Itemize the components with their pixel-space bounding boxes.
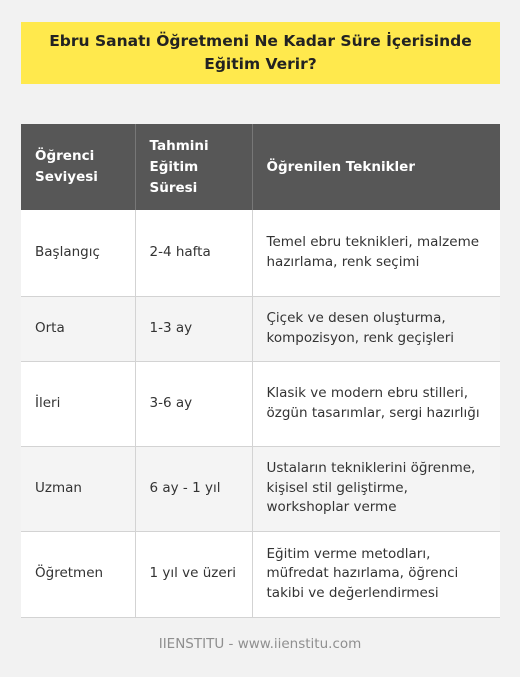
- training-duration-table: [21, 124, 500, 618]
- table-row: [21, 296, 500, 361]
- cell-techniques: Çiçek ve desen oluşturma, kompozisyon, renk geçişleri: [252, 296, 500, 361]
- title-banner: [21, 22, 500, 84]
- cell-level: Başlangıç: [21, 210, 135, 296]
- cell-techniques: Temel ebru teknikleri, malzeme hazırlama, renk seçimi: [252, 210, 500, 296]
- table-row: [21, 446, 500, 531]
- cell-duration: 1 yıl ve üzeri: [135, 531, 252, 617]
- header-estimated-duration: Tahmini Eğitim Süresi: [135, 124, 252, 210]
- header-learned-techniques: Öğrenilen Teknikler: [252, 124, 500, 210]
- cell-level: İleri: [21, 361, 135, 446]
- page-title: Ebru Sanatı Öğretmeni Ne Kadar Süre İçerisinde Eğitim Verir?: [49, 32, 472, 73]
- cell-level: Öğretmen: [21, 531, 135, 617]
- footer-credit: IIENSTITU - www.iienstitu.com: [158, 636, 362, 652]
- header-student-level: Öğrenci Seviyesi: [21, 124, 135, 210]
- cell-level: Orta: [21, 296, 135, 361]
- cell-level: Uzman: [21, 446, 135, 531]
- cell-duration: 3-6 ay: [135, 361, 252, 446]
- cell-techniques: Ustaların tekniklerini öğrenme, kişisel stil geliştirme, workshoplar verme: [252, 446, 500, 531]
- cell-techniques: Klasik ve modern ebru stilleri, özgün tasarımlar, sergi hazırlığı: [252, 361, 500, 446]
- cell-duration: 6 ay - 1 yıl: [135, 446, 252, 531]
- table-row: [21, 361, 500, 446]
- cell-techniques: Eğitim verme metodları, müfredat hazırlama, öğrenci takibi ve değerlendirmesi: [252, 531, 500, 617]
- table-header-row: [21, 124, 500, 210]
- table-row: [21, 531, 500, 617]
- table-row: [21, 210, 500, 296]
- cell-duration: 1-3 ay: [135, 296, 252, 361]
- cell-duration: 2-4 hafta: [135, 210, 252, 296]
